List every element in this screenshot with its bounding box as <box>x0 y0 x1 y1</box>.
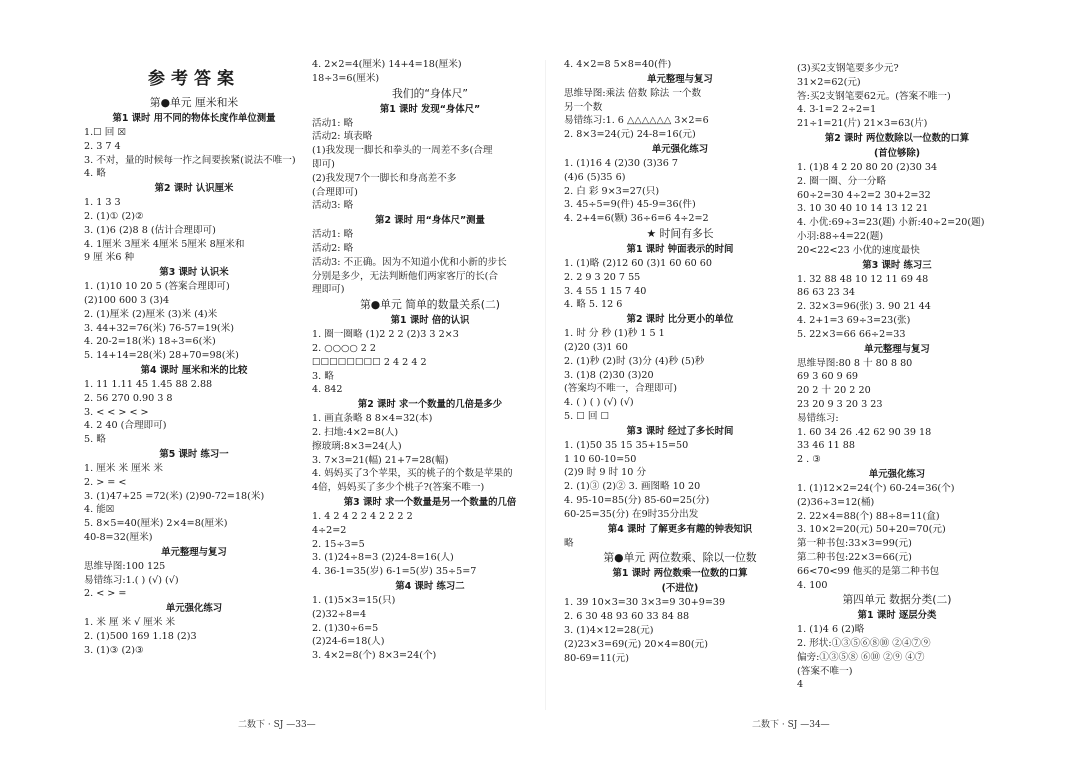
unit-heading: 第四单元 数据分类(二) <box>842 593 952 607</box>
answer-line: 3. 4×2=8(个) 8×3=24(个) <box>312 650 437 662</box>
lesson-heading: 第2 课时 求一个数量的几倍是多少 <box>357 399 503 411</box>
answer-line: 1. (1)5×3=15(只) <box>312 594 396 606</box>
answer-line: 2 . ③ <box>797 454 821 466</box>
answer-line: 18÷3=6(厘米) <box>312 72 380 84</box>
answer-line: 60÷2=30 4÷2=2 30+2=32 <box>797 189 931 201</box>
answer-line: 另一个数 <box>564 101 603 113</box>
answer-line: 69 3 60 9 69 <box>797 371 859 383</box>
answer-line: 2. 圈一圈、分一分略 <box>797 175 886 187</box>
answer-line: 3. 45÷5=9(件) 45-9=36(件) <box>564 199 696 211</box>
lesson-heading: 第2 课时 两位数除以一位数的口算 <box>824 132 970 144</box>
answer-line: 4÷2=2 <box>312 524 347 536</box>
answer-line: (答案不唯一) <box>797 665 853 677</box>
answer-line: 擦玻璃:8×3=24(人) <box>312 440 402 452</box>
answer-line: 80-69=11(元) <box>564 652 629 664</box>
answer-line: 1. (1)16 4 (2)30 (3)36 7 <box>564 157 679 169</box>
answer-line: 思维导图:80 8 十 80 8 80 <box>797 357 913 369</box>
lesson-heading: 第3 课时 练习三 <box>862 259 932 271</box>
answer-line: 1. 11 1.11 45 1.45 88 2.88 <box>84 378 213 390</box>
answer-line: 3. 7×3=21(幅) 21+7=28(幅) <box>312 454 449 466</box>
answer-line: (2)23×3=69(元) 20×4=80(元) <box>564 638 708 650</box>
answer-line: (2)32÷8=4 <box>312 608 367 620</box>
answer-line: 3. (1)47+25 =72(米) (2)90-72=18(米) <box>84 490 265 502</box>
answer-line: 1 10 60-10=50 <box>564 453 637 465</box>
answer-line: 即可) <box>312 158 335 170</box>
lesson-heading: 第1 课时 逐层分类 <box>857 610 937 622</box>
unit-heading: 第●单元 两位数乘、除以一位数 <box>603 551 757 565</box>
answer-line: 4. 能☒ <box>84 504 115 516</box>
answer-line: 1. (1)8 4 2 20 80 20 (2)30 34 <box>797 161 938 173</box>
answer-line: 活动3: 不正确。因为不知道小优和小新的步长 <box>312 256 507 268</box>
answer-line: 4. 36-1=35(岁) 6-1=5(岁) 35÷5=7 <box>312 566 477 578</box>
answer-line: 66<70<99 他买的是第二种书包 <box>797 565 940 577</box>
answer-line: 4. 95-10=85(分) 85-60=25(分) <box>564 494 710 506</box>
answer-line: 1. 39 10×3=30 3×3=9 30+9=39 <box>564 597 726 609</box>
answer-line: 3. (1)24÷8=3 (2)24-8=16(人) <box>312 552 454 564</box>
answer-line: 4 <box>797 679 804 691</box>
answer-line: 2. 15÷3=5 <box>312 538 365 550</box>
answer-line: (2)100 600 3 (3)4 <box>84 294 170 306</box>
answer-line: 1. 圈一圈略 (1)2 2 2 (2)3 3 2×3 <box>312 329 459 341</box>
lesson-heading: 第4 课时 练习二 <box>395 580 465 592</box>
answer-line: 1. (1)略 (2)12 60 (3)1 60 60 60 <box>564 257 713 269</box>
answer-line: 2. > = < <box>84 476 127 488</box>
answer-line: 4. 100 <box>797 579 828 591</box>
answer-line: (合理即可) <box>312 186 358 198</box>
answer-line: 1. 米 厘 米 √ 厘米 米 <box>84 617 176 629</box>
answer-line: 1. 1 3 3 <box>84 197 121 209</box>
answer-line: 2. 扫地:4×2=8(人) <box>312 426 399 438</box>
page-number-left: 二数下 · SJ —33— <box>238 720 316 730</box>
column-4 <box>797 62 997 692</box>
lesson-heading: 第1 课时 倍的认识 <box>390 315 470 327</box>
answer-line: 3. (1)4×12=28(元) <box>564 624 654 636</box>
answer-line: 2. 32×3=96(张) 3. 90 21 44 <box>797 301 931 313</box>
answer-line: 20 2 十 20 2 20 <box>797 385 871 397</box>
lesson-heading: 单元整理与复习 <box>161 546 227 558</box>
answer-line: 理即可) <box>312 284 345 296</box>
lesson-heading: 第1 课时 发现“身体尺” <box>379 103 481 115</box>
answer-line: 2. 56 270 0.90 3 8 <box>84 392 173 404</box>
answer-line: 4. 2×2=4(厘米) 14+4=18(厘米) <box>312 59 462 70</box>
answer-line: 3. (1)8 (2)30 (3)20 <box>564 369 654 381</box>
lesson-heading: 第2 课时 比分更小的单位 <box>626 314 734 326</box>
document-title: 参考答案 <box>148 69 240 89</box>
answer-line: (1)我发现一脚长和拳头的一周差不多(合理 <box>312 145 493 157</box>
page-number-right: 二数下 · SJ —34— <box>752 720 830 730</box>
answer-line: 20<22<23 小优的速度最快 <box>797 244 920 256</box>
answer-line: 1. (1)50 35 15 35+15=50 <box>564 439 689 451</box>
answer-line: 3. (1)③ (2)③ <box>84 644 144 656</box>
answer-line: 5. 8×5=40(厘米) 2×4=8(厘米) <box>84 518 228 530</box>
answer-line: 4. 妈妈买了3个苹果，买的桃子的个数是苹果的 <box>312 468 513 480</box>
answer-line: 小羽:88÷4=22(题) <box>797 230 884 242</box>
lesson-heading: 第5 课时 练习一 <box>159 448 229 460</box>
answer-line: 4. 2 40 (合理即可) <box>84 420 167 432</box>
lesson-heading: (首位够除) <box>873 147 921 159</box>
unit-heading: 我们的“身体尺” <box>392 86 468 100</box>
answer-line: (3)买2支钢笔要多少元? <box>797 63 899 74</box>
answer-line: 1. 32 88 48 10 12 11 69 48 <box>797 273 929 285</box>
answer-line: 1.☐ 回 ☒ <box>84 127 127 138</box>
lesson-heading: 单元强化练习 <box>868 468 926 480</box>
answer-line: 第二种书包:22×3=66(元) <box>797 551 912 563</box>
answer-line: (2)我发现7个一脚长和身高差不多 <box>312 172 457 184</box>
answer-line: 活动1: 略 <box>312 117 354 129</box>
answer-line: 1. 4 2 4 2 2 4 2 2 2 2 <box>312 510 413 522</box>
answer-line: 5. 略 <box>84 434 106 446</box>
answer-line: 略 <box>564 537 574 549</box>
answer-line: 33 46 11 88 <box>797 440 855 452</box>
answer-line: 3. 10 30 40 10 14 13 12 21 <box>797 203 929 215</box>
unit-heading: 第●单元 厘米和米 <box>149 96 239 109</box>
answer-line: 活动2: 填表略 <box>312 131 373 143</box>
lesson-heading: 第2 课时 用“身体尺”测量 <box>375 215 485 227</box>
lesson-heading: 第2 课时 认识厘米 <box>154 183 234 195</box>
answer-line: 3. 10×2=20(元) 50+20=70(元) <box>797 524 946 536</box>
answer-line: 60-25=35(分) 在9时35分出发 <box>564 508 699 520</box>
answer-line: 2. 8×3=24(元) 24-8=16(元) <box>564 129 696 141</box>
answer-line: 40-8=32(厘米) <box>84 531 153 543</box>
lesson-heading: 第1 课时 用不同的物体长度作单位测量 <box>112 113 276 124</box>
column-3 <box>564 58 796 665</box>
answer-line: 4. 略 5. 12 6 <box>564 299 623 311</box>
answer-line: 3. 不对，量的时候每一拃之间要挨紧(说法不唯一) <box>84 154 296 166</box>
answer-line: 偏旁:①③⑤⑧ ⑥⑩ ②⑨ ④⑦ <box>797 651 925 663</box>
answer-line: 4倍，妈妈买了多少个桃子?(答案不唯一) <box>312 482 485 494</box>
answer-line: (2)9 时 9 时 10 分 <box>564 467 647 479</box>
answer-line: 活动3: 略 <box>312 200 354 212</box>
answer-line: 3. 4 55 1 15 7 40 <box>564 285 647 297</box>
answer-line: 9 厘 米6 种 <box>84 252 135 264</box>
answer-line: 4. 2+4=6(颗) 36÷6=6 4÷2=2 <box>564 213 709 225</box>
answer-line: 1. (1)4 6 (2)略 <box>797 624 865 636</box>
answer-line: 2. (1)秒 (2)时 (3)分 (4)秒 (5)秒 <box>564 355 705 367</box>
answer-line: 4. 3-1=2 2÷2=1 <box>797 104 877 116</box>
answer-line: 活动2: 略 <box>312 242 354 254</box>
answer-line: 分别是多少，无法判断他们两家客厅的长(合 <box>312 270 499 282</box>
answer-line: 5. 14+14=28(米) 28+70=98(米) <box>84 350 239 362</box>
answer-line: 23 20 9 3 20 3 23 <box>797 398 883 410</box>
lesson-heading: 第3 课时 经过了多长时间 <box>626 425 734 437</box>
answer-line: 3. 略 <box>312 370 334 382</box>
answer-line: 2. ○○○○ 2 2 <box>312 342 376 354</box>
answer-line: 1. (1)12×2=24(个) 60-24=36(个) <box>797 482 955 494</box>
lesson-heading: 第4 课时 了解更多有趣的钟表知识 <box>607 523 753 535</box>
answer-line: 5. 22×3=66 66÷2=33 <box>797 328 906 340</box>
answer-line: 易错练习: <box>797 412 839 424</box>
answer-line: 4. ( ) ( ) (√) (√) <box>564 397 634 409</box>
answer-line: ☐☐☐☐☐☐☐☐ 2 4 2 4 2 <box>312 356 427 368</box>
answer-line: (2)20 (3)1 60 <box>564 341 628 353</box>
answer-line: 2. (1)厘米 (2)厘米 (3)米 (4)米 <box>84 308 218 320</box>
answer-line: 86 63 23 34 <box>797 287 855 299</box>
answer-line: (答案均不唯一，合理即可) <box>564 383 678 395</box>
answer-line: 4. 略 <box>84 168 106 180</box>
unit-heading: 第●单元 简单的数量关系(二) <box>359 298 501 312</box>
answer-line: (2)24-6=18(人) <box>312 636 385 648</box>
lesson-heading: 单元整理与复习 <box>864 343 930 355</box>
answer-line: 2. 22×4=88(个) 88÷8=11(盒) <box>797 510 940 522</box>
lesson-heading: (不进位) <box>661 583 699 595</box>
answer-line: 易错练习:1. 6 △△△△△△ 3×2=6 <box>564 115 709 127</box>
answer-line: 4. 2+1=3 69÷3=23(张) <box>797 314 911 326</box>
answer-line: 1. 厘米 米 厘米 米 <box>84 462 163 474</box>
answer-line: (4)6 (5)35 6) <box>564 171 626 183</box>
answer-line: 思维导图:100 125 <box>84 560 166 572</box>
answer-line: 活动1: 略 <box>312 229 354 241</box>
answer-line: 1. 画直条略 8 8×4=32(本) <box>312 413 433 425</box>
answer-line: 3. < < > < > <box>84 406 149 418</box>
answer-line: 3. 44+32=76(米) 76-57=19(米) <box>84 322 235 334</box>
answer-line: 第一种书包:33×3=99(元) <box>797 538 912 550</box>
answer-line: 4. 4×2=8 5×8=40(件) <box>564 59 672 70</box>
answer-line: 思维导图:乘法 倍数 除法 一个数 <box>564 87 702 99</box>
answer-line: 2. (1)③ (2)② 3. 画图略 10 20 <box>564 481 701 493</box>
answer-line: 2. 6 30 48 93 60 33 84 88 <box>564 611 690 623</box>
answer-line: 2. 3 7 4 <box>84 140 121 152</box>
lesson-heading: 第3 课时 认识米 <box>159 267 229 279</box>
answer-line: 2. (1)① (2)② <box>84 210 144 222</box>
answer-line: 1. 时 分 秒 (1)秒 1 5 1 <box>564 328 665 340</box>
answer-line: 4. 小优:69÷3=23(题) 小新:40÷2=20(题) <box>797 217 985 229</box>
lesson-heading: 第3 课时 求一个数量是另一个数量的几倍 <box>343 496 517 508</box>
answer-line: 2. 形状:①③⑤⑥⑧⑩ ②④⑦⑨ <box>797 638 931 650</box>
lesson-heading: 单元强化练习 <box>651 143 709 155</box>
column-2 <box>312 58 548 663</box>
lesson-heading: 单元整理与复习 <box>647 73 713 85</box>
answer-line: 31×2=62(元) <box>797 76 861 88</box>
answer-line: 答:买2支钢笔要62元。(答案不唯一) <box>797 90 951 102</box>
answer-line: 4. 842 <box>312 384 343 396</box>
answer-line: 21÷1=21(片) 21×3=63(片) <box>797 118 928 130</box>
answer-line: 2. (1)30÷6=5 <box>312 622 379 634</box>
lesson-heading: 单元强化练习 <box>165 603 223 615</box>
answer-line: 2. < > = <box>84 588 127 600</box>
column-1 <box>84 62 304 658</box>
answer-line: 1. 60 34 26 .42 62 90 39 18 <box>797 426 932 438</box>
answer-line: 5. ☐ 回 ☐ <box>564 410 610 422</box>
lesson-heading: 第4 课时 厘米和米的比较 <box>140 364 248 376</box>
answer-line: 4. 1厘米 3厘米 4厘米 5厘米 8厘米和 <box>84 238 245 250</box>
lesson-heading: 第1 课时 两位数乘一位数的口算 <box>612 568 748 580</box>
answer-line: 3. (1)6 (2)8 8 (估计合理即可) <box>84 224 216 236</box>
answer-line: 易错练习:1.( ) (√) (√) <box>84 574 179 586</box>
answer-line: 2. (1)500 169 1.18 (2)3 <box>84 630 197 642</box>
answer-line: 4. 20-2=18(米) 18÷3=6(米) <box>84 336 216 348</box>
answer-line: 2. 2 9 3 20 7 55 <box>564 271 641 283</box>
answer-line: (2)36÷3=12(桶) <box>797 496 875 508</box>
answer-line: 2. 白 彩 9×3=27(只) <box>564 185 660 197</box>
answer-line: 1. (1)10 10 20 5 (答案合理即可) <box>84 281 230 293</box>
lesson-heading: 第1 课时 钟面表示的时间 <box>626 243 734 255</box>
unit-heading: ★ 时间有多长 <box>646 226 714 240</box>
